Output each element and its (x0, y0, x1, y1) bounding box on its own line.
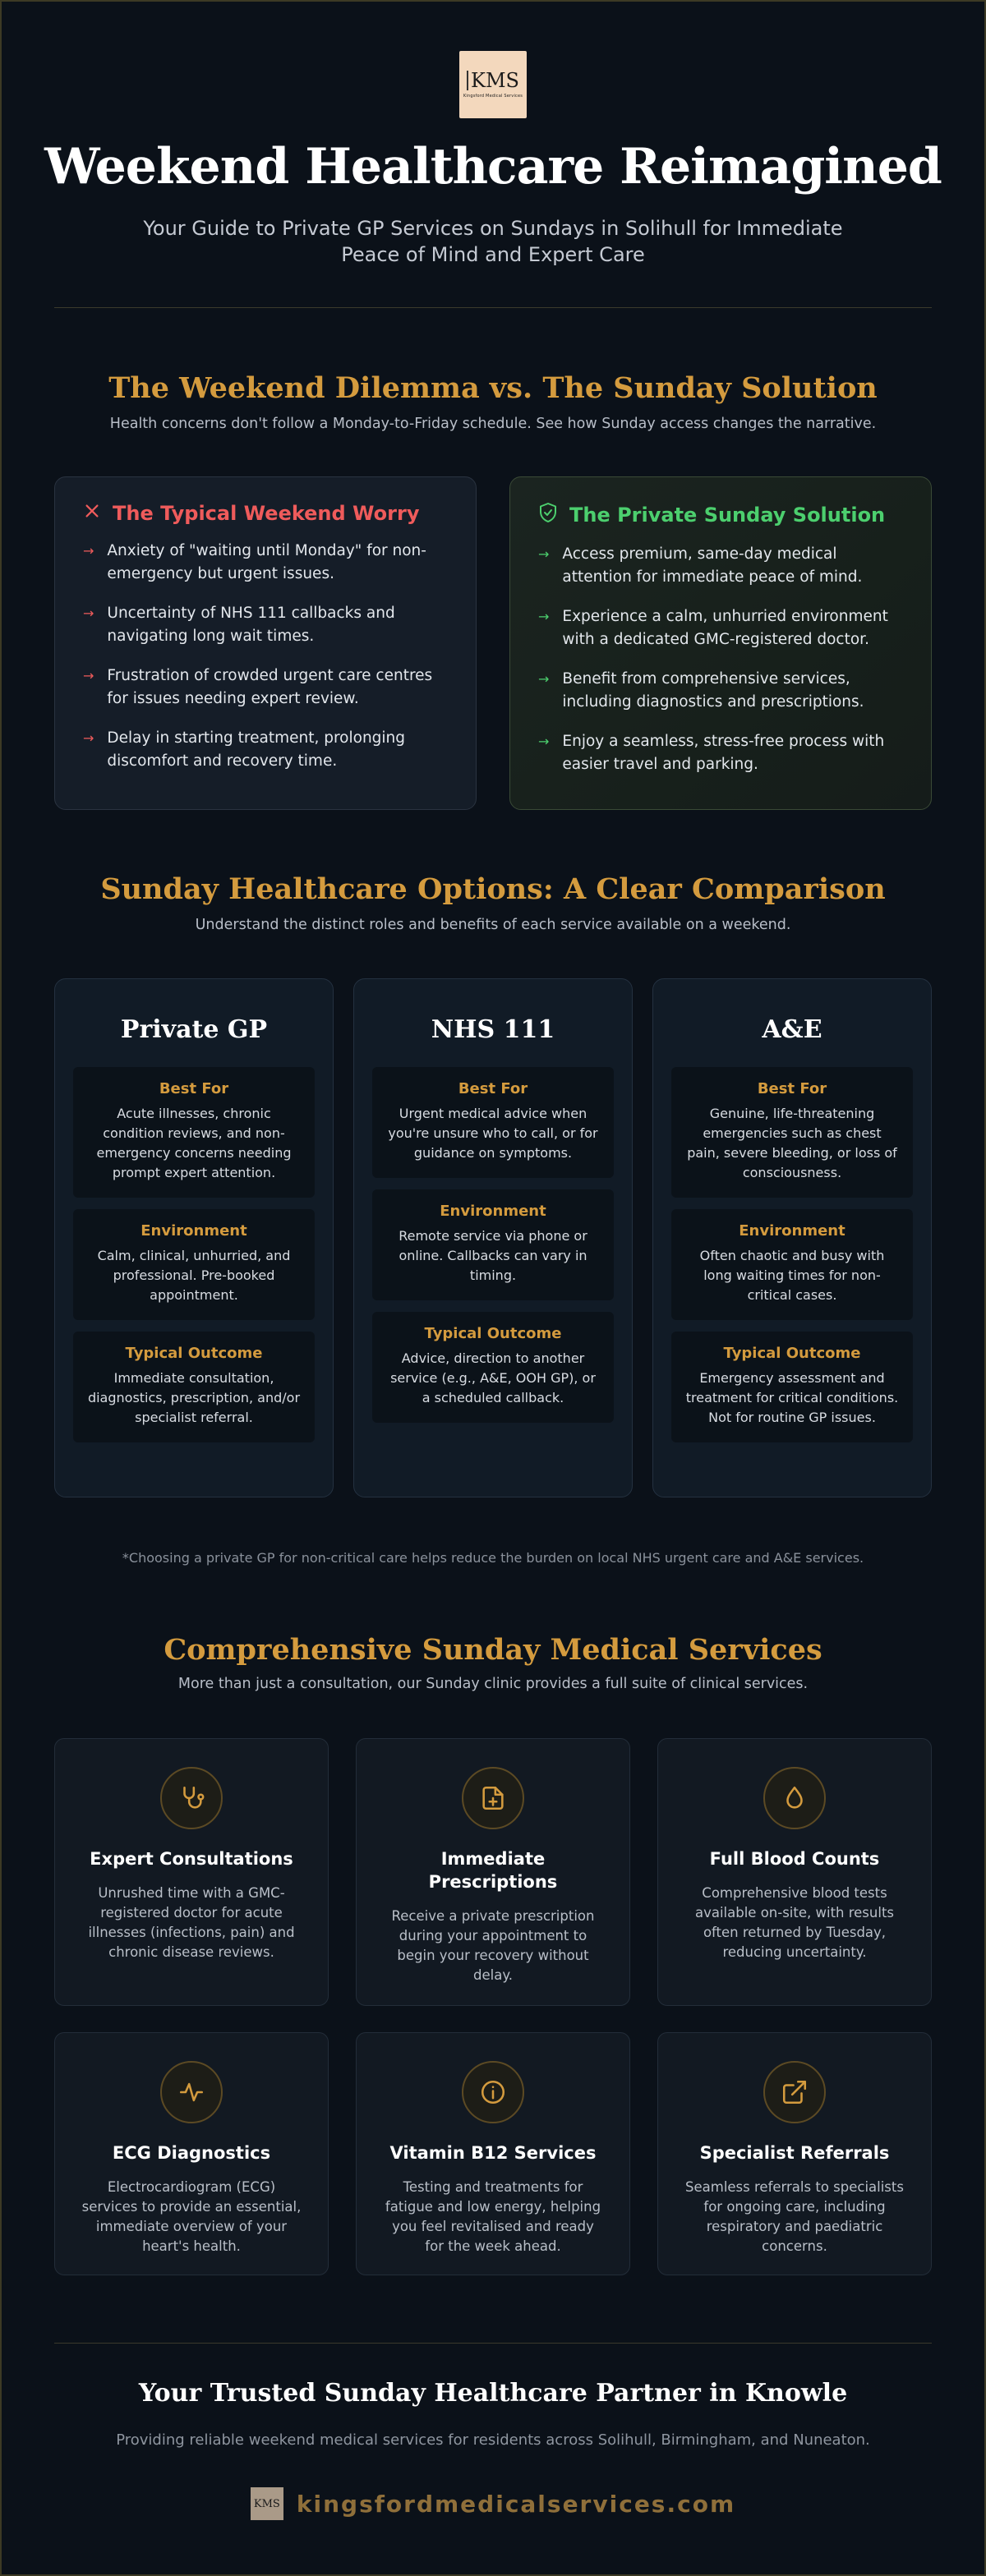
comparison-card-private-gp (54, 978, 334, 1497)
environment-block (73, 1209, 315, 1320)
shield-check-icon (538, 502, 558, 528)
divider (54, 307, 932, 308)
comparison-card-ae (652, 978, 932, 1497)
block-text: Calm, clinical, unhurried, and professional. Pre-booked appointment. (97, 1248, 291, 1303)
service-text: Electrocardiogram (ECG) services to provide an essential, immediate overview of your heart's health. (81, 2179, 302, 2254)
list-item (83, 540, 448, 586)
block-label: Environment (739, 1222, 845, 1240)
list-item-text: Access premium, same-day medical attention for immediate peace of mind. (562, 545, 863, 586)
service-card (657, 1738, 932, 2006)
block-label: Best For (757, 1080, 827, 1097)
block-label: Typical Outcome (125, 1345, 263, 1362)
footer-title: Your Trusted Sunday Healthcare Partner in Knowle (138, 2379, 848, 2408)
footer-subtitle: Providing reliable weekend medical services for residents across Solihull, Birmingham, and Nuneaton. (116, 2431, 870, 2449)
service-title: ECG Diagnostics (112, 2143, 271, 2163)
service-card (54, 1738, 329, 2006)
info-icon (462, 2061, 524, 2123)
outcome-block (73, 1332, 315, 1442)
worry-list (83, 540, 448, 773)
service-card (356, 1738, 630, 2006)
arrow-right-icon: → (538, 671, 550, 687)
comparison-subtitle: Understand the distinct roles and benefits of each service available on a weekend. (195, 917, 791, 933)
block-label: Typical Outcome (424, 1325, 562, 1342)
arrow-right-icon: → (538, 546, 550, 562)
list-item (538, 543, 903, 589)
page-subtitle: Your Guide to Private GP Services on Sundays in Solihull for Immediate Peace of Mind and Expert Care (143, 217, 843, 266)
list-item (538, 605, 903, 651)
blood-drop-icon (763, 1767, 826, 1829)
outcome-block (372, 1312, 614, 1423)
arrow-right-icon: → (83, 605, 94, 621)
block-label: Best For (159, 1080, 229, 1097)
close-icon (83, 502, 101, 525)
solution-list (538, 543, 903, 776)
block-text: Urgent medical advice when you're unsure who to call, or for guidance on symptoms. (388, 1106, 598, 1161)
arrow-right-icon: → (83, 730, 94, 746)
comparison-footnote: *Choosing a private GP for non-critical care helps reduce the burden on local NHS urgent care and A&E services. (122, 1550, 864, 1566)
list-item (83, 665, 448, 711)
arrow-right-icon: → (83, 543, 94, 559)
list-item (538, 668, 903, 714)
services-title: Comprehensive Sunday Medical Services (164, 1633, 822, 1667)
worry-card-title: The Typical Weekend Worry (113, 502, 420, 525)
list-item-text: Benefit from comprehensive services, including diagnostics and prescriptions. (562, 670, 864, 711)
prescription-file-icon (462, 1767, 524, 1829)
list-item-text: Delay in starting treatment, prolonging discomfort and recovery time. (107, 729, 406, 770)
list-item-text: Enjoy a seamless, stress-free process with easier travel and parking. (562, 733, 885, 773)
block-label: Best For (458, 1080, 528, 1097)
external-link-icon (763, 2061, 826, 2123)
list-item (538, 730, 903, 776)
list-item (83, 602, 448, 648)
block-label: Environment (141, 1222, 247, 1240)
best-for-block (73, 1067, 315, 1198)
service-title: Full Blood Counts (709, 1849, 880, 1869)
dilemma-subtitle: Health concerns don't follow a Monday-to-Friday schedule. See how Sunday access changes the narrative. (109, 416, 877, 432)
service-text: Unrushed time with a GMC-registered doctor for acute illnesses (infections, pain) and chronic disease reviews. (88, 1885, 295, 1960)
service-text: Testing and treatments for fatigue and low energy, helping you feel revitalised and ready for the week ahead. (385, 2179, 601, 2254)
service-title: Specialist Referrals (699, 2143, 890, 2163)
worry-card-heading (83, 502, 448, 525)
service-text: Receive a private prescription during your appointment to begin your recovery without delay. (391, 1908, 595, 1983)
dilemma-title: The Weekend Dilemma vs. The Sunday Solution (108, 371, 878, 405)
service-card (356, 2032, 630, 2275)
list-item-text: Anxiety of "waiting until Monday" for non-emergency but urgent issues. (107, 542, 426, 582)
solution-card (509, 476, 932, 810)
block-text: Often chaotic and busy with long waiting times for non-critical cases. (699, 1248, 885, 1303)
block-text: Acute illnesses, chronic condition reviews, and non-emergency concerns needing prompt expert attention. (96, 1106, 292, 1180)
block-text: Immediate consultation, diagnostics, prescription, and/or specialist referral. (87, 1370, 301, 1425)
stethoscope-icon (160, 1767, 223, 1829)
environment-block (372, 1189, 614, 1300)
arrow-right-icon: → (538, 734, 550, 749)
comparison-card-nhs-111 (353, 978, 633, 1497)
block-text: Advice, direction to another service (e.g., A&E, OOH GP), or a scheduled callback. (390, 1350, 596, 1405)
service-title: Immediate Prescriptions (428, 1849, 558, 1892)
best-for-block (671, 1067, 913, 1198)
comparison-card-title: NHS 111 (431, 1015, 555, 1044)
heartbeat-icon (160, 2061, 223, 2123)
outcome-block (671, 1332, 913, 1442)
solution-card-heading (538, 502, 903, 528)
brand-logo (459, 51, 527, 118)
footer-logo: KMS (251, 2487, 283, 2520)
block-label: Environment (440, 1203, 546, 1220)
block-text: Emergency assessment and treatment for critical conditions. Not for routine GP issues. (685, 1370, 899, 1425)
page-title: Weekend Healthcare Reimagined (44, 138, 942, 196)
divider (54, 2343, 932, 2344)
website-link[interactable]: kingsfordmedicalservices.com (296, 2490, 736, 2518)
worry-card (54, 476, 477, 810)
list-item (83, 727, 448, 773)
list-item-text: Frustration of crowded urgent care centres for issues needing expert review. (107, 667, 433, 707)
arrow-right-icon: → (538, 609, 550, 624)
services-subtitle: More than just a consultation, our Sunday clinic provides a full suite of clinical services. (177, 1676, 809, 1692)
comparison-card-title: Private GP (120, 1015, 268, 1044)
footer-brand (0, 2487, 986, 2520)
block-text: Remote service via phone or online. Callbacks can vary in timing. (399, 1228, 587, 1283)
logo-subtext: Kingsford Medical Services (463, 94, 523, 99)
service-card (54, 2032, 329, 2275)
comparison-title: Sunday Healthcare Options: A Clear Comparison (100, 872, 886, 906)
service-title: Expert Consultations (90, 1849, 293, 1869)
list-item-text: Experience a calm, unhurried environment with a dedicated GMC-registered doctor. (562, 608, 888, 648)
block-label: Typical Outcome (723, 1345, 861, 1362)
service-text: Comprehensive blood tests available on-site, with results often returned by Tuesday, reducing uncertainty. (694, 1885, 895, 1960)
arrow-right-icon: → (83, 668, 94, 683)
logo-mark: KMS (467, 71, 519, 90)
service-text: Seamless referrals to specialists for ongoing care, including respiratory and paediatric concerns. (685, 2179, 904, 2254)
list-item-text: Uncertainty of NHS 111 callbacks and navigating long wait times. (107, 605, 395, 645)
environment-block (671, 1209, 913, 1320)
solution-card-title: The Private Sunday Solution (569, 504, 886, 527)
block-text: Genuine, life-threatening emergencies such as chest pain, severe bleeding, or loss of consciousness. (687, 1106, 897, 1180)
service-card (657, 2032, 932, 2275)
service-title: Vitamin B12 Services (389, 2143, 597, 2163)
comparison-card-title: A&E (762, 1015, 822, 1044)
best-for-block (372, 1067, 614, 1178)
